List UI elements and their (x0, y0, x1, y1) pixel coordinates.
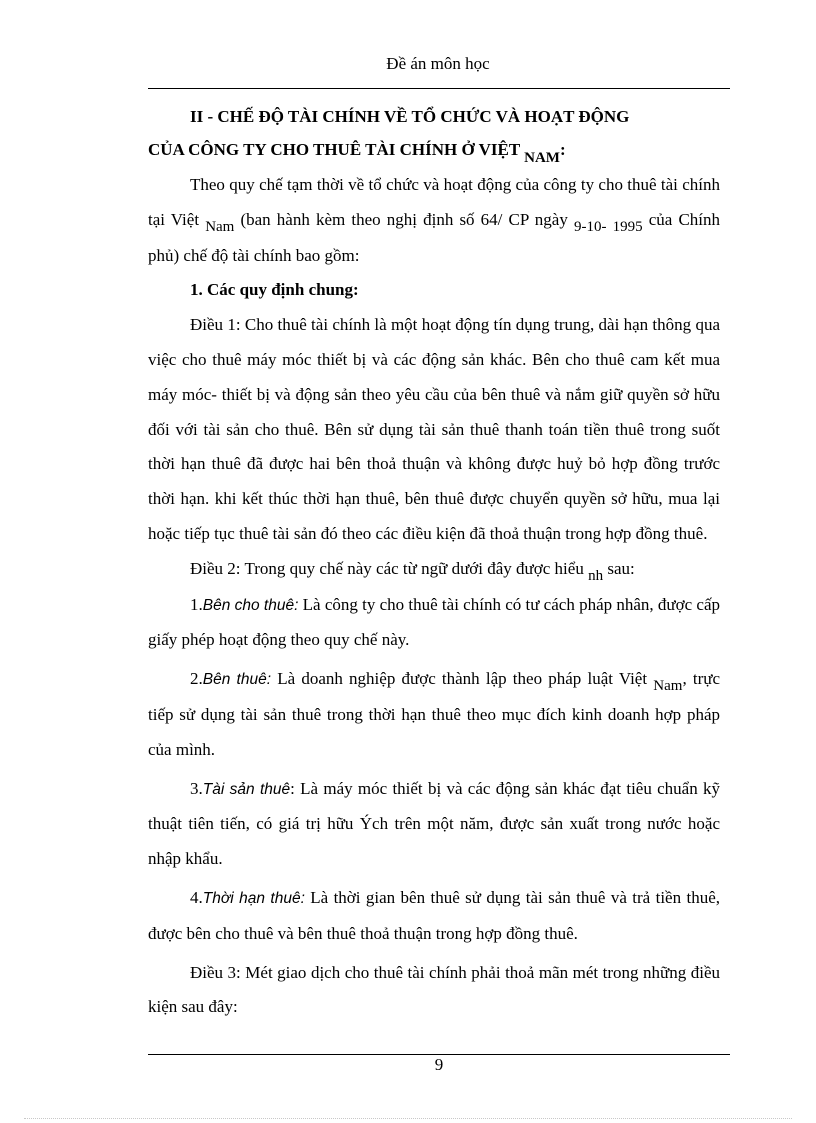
definition-2-nam: Nam (653, 678, 683, 695)
article-2-text-b: sau: (603, 558, 635, 578)
article-1: Điều 1: Cho thuê tài chính là một hoạt động tín dụng trung, dài hạn thông qua việc cho thuê máy móc thiết bị và các động sản khác. Bên cho thuê cam kết mua máy móc- thiết bị và động sản theo yêu cầu của bên thuê và nắm giữ quyền sở hữu đối với tài sản cho thuê. Bên sử dụng tài sản thuê thanh toán tiền thuê trong suốt thời hạn thuê đã được hai bên thoả thuận và không được huỷ bỏ hợp đồng trước thời hạn. khi kết thúc thời hạn thuê, bên thuê được chuyển quyền sở hữu, mua lại hoặc tiếp tục thuê tài sản đó theo các điều kiện đã thoả thuận trong hợp đồng thuê. (148, 315, 720, 543)
article-2 (148, 552, 720, 588)
definition-3-num: 3. (190, 778, 203, 798)
definition-4-term: Thời hạn thuê: (202, 889, 305, 907)
document-body (148, 100, 720, 1025)
section-heading-line2: CỦA CÔNG TY CHO THUÊ TÀI CHÍNH Ở VIỆT (148, 140, 525, 159)
section-heading (148, 100, 720, 134)
definition-1-text: Là công ty cho thuê tài chính có tư cách pháp nhân, được cấp giấy phép hoạt động theo quy chế này. (148, 594, 720, 650)
definition-4-text: Là thời gian bên thuê sử dụng tài sản thuê và trả tiền thuê, được bên cho thuê và bên thuê thoả thuận trong hợp đồng thuê. (148, 887, 720, 943)
definition-2-term: Bên thuê: (202, 671, 272, 689)
section-heading-colon: : (559, 140, 566, 159)
intro-text-a: Theo quy chế tạm thời về tổ chức và hoạt động của công ty cho thuê tài chính tại Việt (148, 175, 720, 229)
definition-1-num: 1. (190, 594, 203, 614)
subsection-title: 1. Các quy định chung: (190, 280, 359, 300)
intro-date2: 1995 (612, 218, 643, 235)
page-boundary (24, 1118, 792, 1119)
section-heading-line1: II - CHẾ ĐỘ TÀI CHÍNH VỀ TỔ CHỨC VÀ HOẠT ĐỘNG (190, 107, 630, 126)
definition-2-num: 2. (190, 669, 203, 689)
definition-1-term: Bên cho thuê: (202, 596, 299, 614)
article-2-nh: nh (588, 567, 604, 584)
definition-4-num: 4. (190, 887, 203, 907)
section-heading-nam: NAM (524, 150, 560, 166)
definition-3 (148, 772, 720, 877)
page-number: 9 (434, 1055, 444, 1074)
definition-2-text-b: , trực tiếp sử dụng tài sản thuê trong thời hạn thuê theo mục đích kinh doanh hợp pháp của mình. (148, 669, 721, 759)
intro-nam: Nam (205, 218, 235, 235)
definition-4 (148, 881, 720, 952)
page-header (148, 52, 728, 76)
definition-1 (148, 588, 720, 659)
article-2-text-a: Điều 2: Trong quy chế này các từ ngữ dưới đây được hiểu (190, 558, 589, 578)
intro-text-b: (ban hành kèm theo nghị định số 64/ CP ngày (234, 209, 574, 229)
definition-3-text: : Là máy móc thiết bị và các động sản khác đạt tiêu chuẩn kỹ thuật tiên tiến, có giá trị hữu Ých trên một năm, được sản xuất trong nước hoặc nhập khẩu. (148, 778, 720, 869)
definition-3-term: Tài sản thuê (202, 780, 291, 798)
definition-2-text-a: Là doanh nghiệp được thành lập theo pháp luật Việt (271, 669, 654, 689)
definition-2 (148, 662, 720, 767)
section-heading-cont (148, 133, 720, 168)
header-divider (148, 88, 730, 89)
intro-paragraph (148, 168, 720, 273)
intro-text-c: của Chính phủ) chế độ tài chính bao gồm: (148, 209, 721, 265)
intro-date1: 9-10- (573, 218, 607, 235)
article-3: Điều 3: Mét giao dịch cho thuê tài chính phải thoả mãn mét trong những điều kiện sau đây: (148, 962, 720, 1017)
header-title: Đề án môn học (386, 54, 490, 73)
